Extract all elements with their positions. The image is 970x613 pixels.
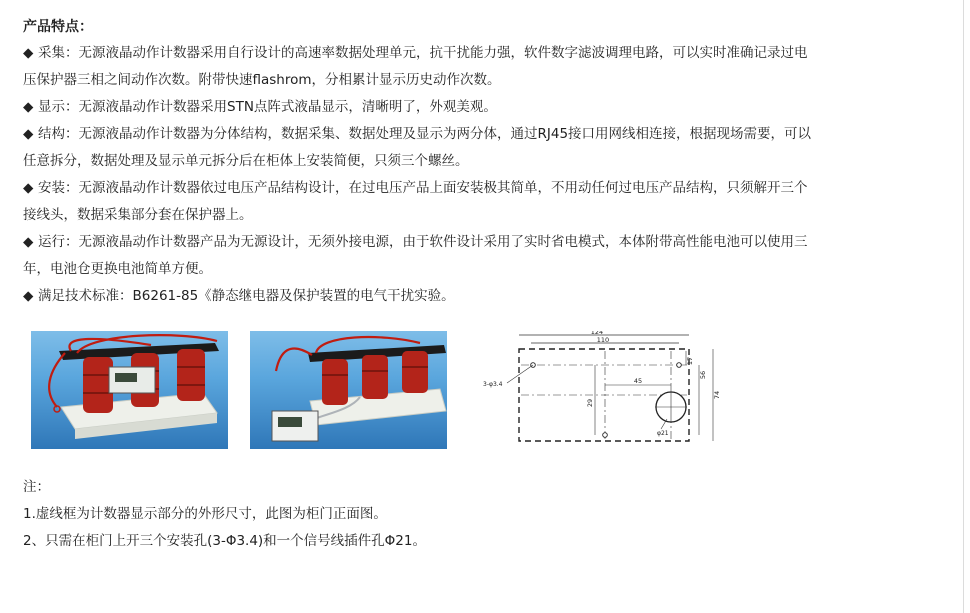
feature-text: 压保护器三相之间动作次数。附带快速flashrom，分相累计显示历史动作次数。 bbox=[23, 72, 501, 88]
dim-124-label: 124 bbox=[590, 331, 604, 336]
black-diamond-icon: ◆ bbox=[23, 234, 34, 250]
feature-text: 安装：无源液晶动作计数器依过电压产品结构设计，在过电压产品上面安装极其简单，不用动任何过电压产品结构，只须解开三个 bbox=[38, 180, 808, 196]
feature-line bbox=[23, 283, 958, 310]
feature-line bbox=[23, 175, 958, 202]
note-item-1: 1.虚线框为计数器显示部分的外形尺寸，此图为柜门正面图。 bbox=[23, 506, 387, 522]
feature-line bbox=[23, 94, 958, 121]
feature-line bbox=[23, 148, 958, 175]
feature-line bbox=[23, 202, 958, 229]
product-features bbox=[23, 14, 958, 310]
page-border bbox=[963, 0, 964, 613]
feature-list bbox=[23, 40, 958, 310]
dim-110-label: 110 bbox=[596, 336, 610, 344]
black-diamond-icon: ◆ bbox=[23, 180, 34, 196]
panel-cutout-diagram bbox=[481, 331, 726, 451]
notes-section bbox=[23, 474, 923, 555]
dim-17-label: 17 bbox=[686, 356, 694, 366]
note-item-2: 2、只需在柜门上开三个安装孔(3-Φ3.4)和一个信号线插件孔Φ21。 bbox=[23, 533, 426, 549]
feature-line bbox=[23, 229, 958, 256]
feature-text: 采集：无源液晶动作计数器采用自行设计的高速率数据处理单元，抗干扰能力强，软件数字滤波调理电路，可以实时准确记录过电 bbox=[38, 45, 808, 61]
dim-74-label: 74 bbox=[713, 390, 721, 400]
black-diamond-icon: ◆ bbox=[23, 288, 34, 304]
notes-label: 注： bbox=[23, 479, 50, 495]
feature-line bbox=[23, 40, 958, 67]
black-diamond-icon: ◆ bbox=[23, 126, 34, 142]
product-images bbox=[29, 331, 729, 451]
dimension-drawing bbox=[481, 331, 726, 451]
features-title: 产品特点： bbox=[23, 19, 93, 35]
feature-text: 接线头，数据采集部分套在保护器上。 bbox=[23, 207, 253, 223]
dim-56-label: 56 bbox=[699, 370, 707, 380]
feature-line bbox=[23, 121, 958, 148]
hole-callout-label: 3-φ3.4 bbox=[483, 381, 503, 388]
product-photo-1 bbox=[31, 331, 228, 449]
feature-line bbox=[23, 67, 958, 94]
product-photo-2 bbox=[250, 331, 447, 449]
dim-29-label: 29 bbox=[586, 398, 594, 408]
feature-line bbox=[23, 256, 958, 283]
black-diamond-icon: ◆ bbox=[23, 45, 34, 61]
feature-text: 显示：无源液晶动作计数器采用STN点阵式液晶显示，清晰明了，外观美观。 bbox=[38, 99, 497, 115]
dim-45-label: 45 bbox=[633, 377, 643, 385]
feature-text: 满足技术标准：B6261-85《静态继电器及保护装置的电气干扰实验。 bbox=[38, 288, 455, 304]
feature-text: 年，电池仓更换电池简单方便。 bbox=[23, 261, 212, 277]
feature-text: 任意拆分，数据处理及显示单元拆分后在柜体上安装简便，只须三个螺丝。 bbox=[23, 153, 469, 169]
black-diamond-icon: ◆ bbox=[23, 99, 34, 115]
feature-text: 结构：无源液晶动作计数器为分体结构，数据采集、数据处理及显示为两分体，通过RJ45接口用网线相连接，根据现场需要，可以 bbox=[38, 126, 812, 142]
arrester-photo-graphic bbox=[31, 331, 228, 449]
arrester-with-display-graphic bbox=[250, 331, 447, 449]
feature-text: 运行：无源液晶动作计数器产品为无源设计，无须外接电源，由于软件设计采用了实时省电模式，本体附带高性能电池可以使用三 bbox=[38, 234, 808, 250]
phi21-callout-label: φ21 bbox=[657, 430, 669, 437]
